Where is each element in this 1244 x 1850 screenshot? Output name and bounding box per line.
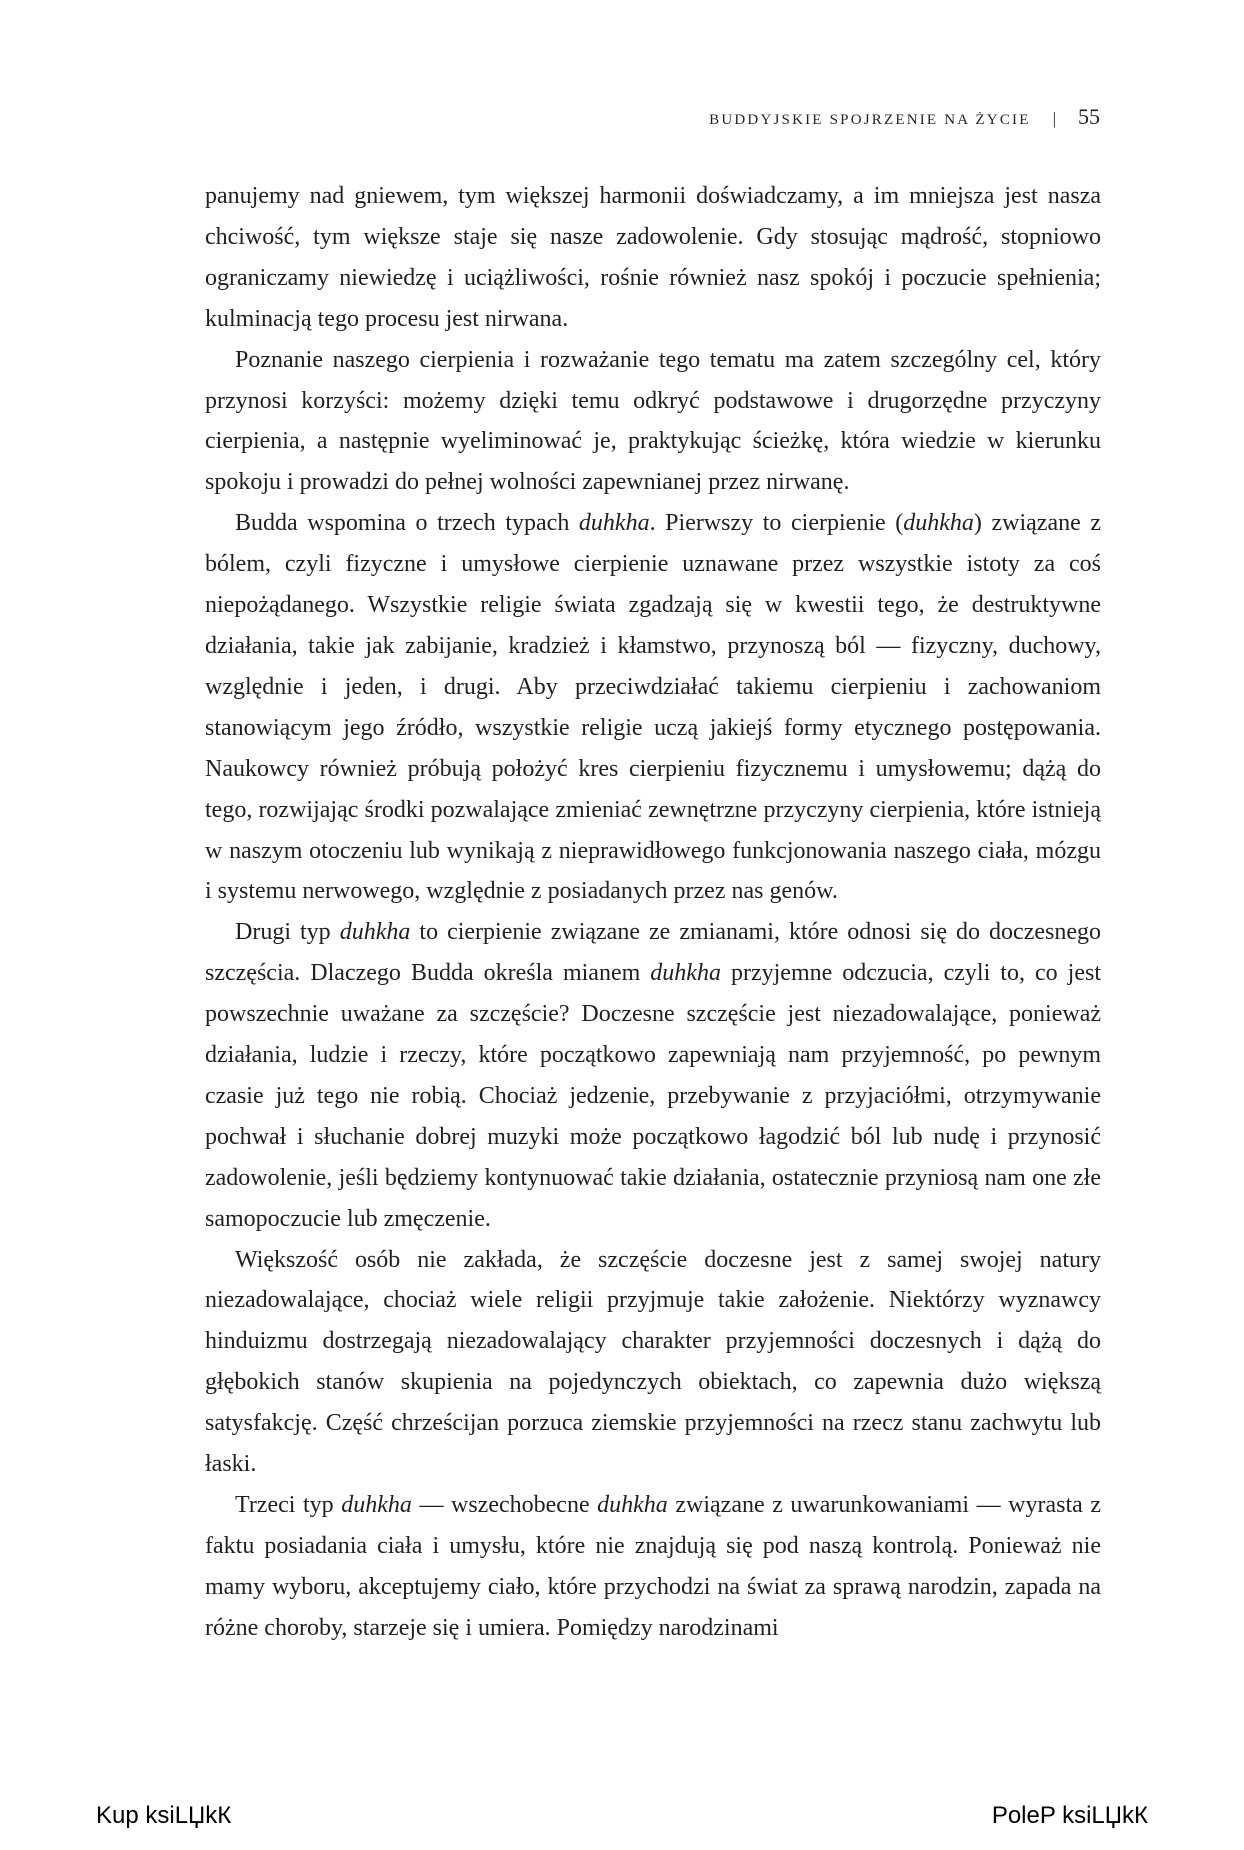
running-head-separator: | xyxy=(1052,109,1056,128)
body-text xyxy=(205,176,1101,1649)
italic-term: duhkha xyxy=(903,510,974,537)
page-number: 55 xyxy=(1078,104,1100,129)
text-run: panujemy nad gniewem, tym większej harmonii doświadczamy, a im mniejsza jest nasza chciwość, tym większe staje się nasze zadowolenie. Gdy stosując mądrość, stopniowo ograniczamy niewiedzę i uciążliwości, rośnie również nasz spokój i poczucie spełnienia; kulminacją tego procesu jest nirwana. xyxy=(205,183,1101,332)
running-head xyxy=(709,104,1100,130)
text-run: Większość osób nie zakłada, że szczęście doczesne jest z samej swojej natury niezadowalające, chociaż wiele religii przyjmuje takie założenie. Niektórzy wyznawcy hinduizmu dostrzegają niezadowalający charakter przyjemności doczesnych i dążą do głębokich stanów skupienia na pojedynczych obiektach, co zapewnia dużo większą satysfakcję. Część chrześcijan porzuca ziemskie przyjemności na rzecz stanu zachwytu lub łaski. xyxy=(205,1246,1101,1478)
paragraph xyxy=(205,503,1101,912)
text-run: Drugi typ xyxy=(235,919,340,946)
italic-term: duhkha xyxy=(650,960,721,987)
running-title: BUDDYJSKIE SPOJRZENIE NA ŻYCIE xyxy=(709,112,1031,128)
paragraph xyxy=(205,176,1101,340)
text-run: Trzeci typ xyxy=(235,1492,342,1518)
text-run: ) związane z bólem, czyli fizyczne i umysłowe cierpienie uznawane przez wszystkie istoty za coś niepożądanego. Wszystkie religie świata zgadzają się w kwestii tego, że destruktywne działania, takie jak zabijanie, kradzież i kłamstwo, przynoszą ból — fizyczny, duchowy, względnie i jeden, i drugi. Aby przeciwdziałać takiemu cierpieniu i zachowaniom stanowiącym jego źródło, wszystkie religie uczą jakiejś formy etycznego postępowania. Naukowcy również próbują położyć kres cierpieniu fizycznemu i umysłowemu; dążą do tego, rozwijając środki pozwalające zmieniać zewnętrzne przyczyny cierpienia, które istnieją w naszym otoczeniu lub wynikają z nieprawidłowego funkcjonowania naszego ciała, mózgu i systemu nerwowego, względnie z posiadanych przez nas genów. xyxy=(205,510,1101,905)
paragraph xyxy=(205,340,1101,504)
text-run: — wszechobecne xyxy=(411,1492,598,1518)
text-run: związane z uwarunkowaniami — wyrasta z faktu posiadania ciała i umysłu, które nie znajdują się pod naszą kontrolą. Ponieważ nie mamy wyboru, akceptujemy ciało, które przychodzi na świat za sprawą narodzin, zapada na różne choroby, starzeje się i umiera. Pomiędzy narodzinami xyxy=(205,1492,1101,1641)
paragraph xyxy=(205,1240,1101,1485)
text-run: . Pierwszy to cierpienie ( xyxy=(649,510,904,537)
buy-book-link[interactable]: Kup ksiLЏkК xyxy=(96,1802,232,1829)
text-run: Budda wspomina o trzech typach xyxy=(235,510,579,537)
text-run: to cierpienie związane ze zmianami, które odnosi się do doczesnego szczęścia. Dlaczego Budda określa mianem xyxy=(205,919,1101,987)
italic-term: duhkha xyxy=(341,1492,412,1518)
italic-term: duhkha xyxy=(597,1492,668,1518)
paragraph xyxy=(205,912,1101,1239)
recommend-book-link[interactable]: PoleP ksiLЏkК xyxy=(991,1802,1148,1829)
text-run: Poznanie naszego cierpienia i rozważanie tego tematu ma zatem szczególny cel, który przynosi korzyści: możemy dzięki temu odkryć podstawowe i drugorzędne przyczyny cierpienia, a następnie wyeliminować je, praktykując ścieżkę, która wiedzie w kierunku spokoju i prowadzi do pełnej wolności zapewnianej przez nirwanę. xyxy=(205,346,1101,496)
italic-term: duhkha xyxy=(578,510,650,537)
paragraph xyxy=(205,1485,1101,1649)
text-run: przyjemne odczucia, czyli to, co jest powszechnie uważane za szczęście? Doczesne szczęście jest niezadowalające, ponieważ działania, ludzie i rzeczy, które początkowo zapewniają nam przyjemność, po pewnym czasie już tego nie robią. Chociaż jedzenie, przebywanie z przyjaciółmi, otrzymywanie pochwał i słuchanie dobrej muzyki może początkowo łagodzić ból lub nudę i przynosić zadowolenie, jeśli będziemy kontynuować takie działania, ostatecznie przyniosą nam one złe samopoczucie lub zmęczenie. xyxy=(205,960,1101,1232)
italic-term: duhkha xyxy=(339,919,411,946)
